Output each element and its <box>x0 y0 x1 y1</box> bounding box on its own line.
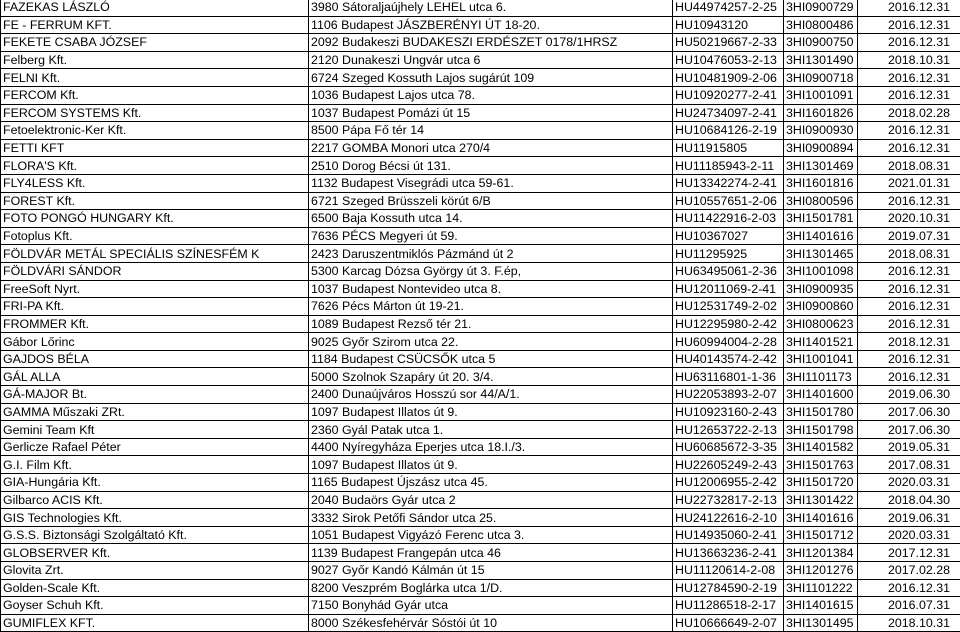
table-row <box>1 0 960 16</box>
permit-id-cell: 3HI1401616 <box>784 227 858 245</box>
permit-id-cell: 3HI0900930 <box>784 122 858 140</box>
expiry-date-cell: 2019.06.30 <box>858 386 960 404</box>
permit-id-cell: 3HI1501720 <box>784 474 858 492</box>
tax-id-cell: HU13342274-2-41 <box>673 174 784 192</box>
company-name-cell: GLOBSERVER Kft. <box>1 544 309 562</box>
address-cell: 1051 Budapest Vigyázó Ferenc utca 3. <box>309 526 673 544</box>
table-row <box>1 210 960 228</box>
expiry-date-cell: 2018.08.31 <box>858 157 960 175</box>
tax-id-cell: HU11286518-2-17 <box>673 597 784 615</box>
table-row <box>1 526 960 544</box>
permit-id-cell: 3HI0800486 <box>784 16 858 34</box>
expiry-date-cell: 2016.12.31 <box>858 139 960 157</box>
permit-id-cell: 3HI0800596 <box>784 192 858 210</box>
company-name-cell: G.I. Film Kft. <box>1 456 309 474</box>
address-cell: 9027 Győr Kandó Kálmán út 15 <box>309 562 673 580</box>
tax-id-cell: HU11422916-2-03 <box>673 210 784 228</box>
address-cell: 1106 Budapest JÁSZBERÉNYI ÚT 18-20. <box>309 16 673 34</box>
tax-id-cell: HU11915805 <box>673 139 784 157</box>
table-row <box>1 86 960 104</box>
tax-id-cell: HU63495061-2-36 <box>673 262 784 280</box>
permit-id-cell: 3HI1401600 <box>784 386 858 404</box>
expiry-date-cell: 2020.10.31 <box>858 210 960 228</box>
permit-id-cell: 3HI0800623 <box>784 315 858 333</box>
address-cell: 4400 Nyíregyháza Eperjes utca 18.I./3. <box>309 438 673 456</box>
table-row <box>1 192 960 210</box>
permit-id-cell: 3HI1401615 <box>784 597 858 615</box>
expiry-date-cell: 2016.12.31 <box>858 86 960 104</box>
address-cell: 2120 Dunakeszi Ungvár utca 6 <box>309 51 673 69</box>
address-cell: 1089 Budapest Rezső tér 21. <box>309 315 673 333</box>
tax-id-cell: HU10557651-2-06 <box>673 192 784 210</box>
company-name-cell: FÖLDVÁR METÁL SPECIÁLIS SZÍNESFÉM K <box>1 245 309 263</box>
table-row <box>1 438 960 456</box>
table-row <box>1 122 960 140</box>
tax-id-cell: HU50219667-2-33 <box>673 34 784 52</box>
company-name-cell: FERCOM SYSTEMS Kft. <box>1 104 309 122</box>
tax-id-cell: HU11295925 <box>673 245 784 263</box>
company-name-cell: FEKETE CSABA JÓZSEF <box>1 34 309 52</box>
company-name-cell: FÖLDVÁRI SÁNDOR <box>1 262 309 280</box>
address-cell: 8000 Székesfehérvár Sóstói út 10 <box>309 614 673 632</box>
permit-id-cell: 3HI1401521 <box>784 333 858 351</box>
permit-id-cell: 3HI0900750 <box>784 34 858 52</box>
expiry-date-cell: 2016.12.31 <box>858 262 960 280</box>
tax-id-cell: HU12011069-2-41 <box>673 280 784 298</box>
tax-id-cell: HU12784590-2-19 <box>673 579 784 597</box>
address-cell: 2510 Dorog Bécsi út 131. <box>309 157 673 175</box>
permit-id-cell: 3HI0900935 <box>784 280 858 298</box>
expiry-date-cell: 2016.12.31 <box>858 579 960 597</box>
expiry-date-cell: 2016.12.31 <box>858 192 960 210</box>
address-cell: 8500 Pápa Fő tér 14 <box>309 122 673 140</box>
expiry-date-cell: 2018.04.30 <box>858 491 960 509</box>
tax-id-cell: HU10684126-2-19 <box>673 122 784 140</box>
company-name-cell: GIS Technologies Kft. <box>1 509 309 527</box>
table-body <box>1 0 960 632</box>
address-cell: 8200 Veszprém Boglárka utca 1/D. <box>309 579 673 597</box>
table-row <box>1 227 960 245</box>
table-row <box>1 368 960 386</box>
expiry-date-cell: 2016.12.31 <box>858 16 960 34</box>
expiry-date-cell: 2016.12.31 <box>858 0 960 16</box>
table-row <box>1 174 960 192</box>
tax-id-cell: HU12653722-2-13 <box>673 421 784 439</box>
expiry-date-cell: 2016.12.31 <box>858 122 960 140</box>
company-name-cell: Fetoelektronic-Ker Kft. <box>1 122 309 140</box>
permit-id-cell: 3HI1501712 <box>784 526 858 544</box>
address-cell: 3332 Sirok Petőfi Sándor utca 25. <box>309 509 673 527</box>
table-row <box>1 51 960 69</box>
table-row <box>1 34 960 52</box>
address-cell: 5000 Szolnok Szapáry út 20. 3/4. <box>309 368 673 386</box>
company-name-cell: Felberg Kft. <box>1 51 309 69</box>
tax-id-cell: HU14935060-2-41 <box>673 526 784 544</box>
tax-id-cell: HU10666649-2-07 <box>673 614 784 632</box>
permit-id-cell: 3HI1201384 <box>784 544 858 562</box>
table-row <box>1 104 960 122</box>
company-name-cell: FROMMER Kft. <box>1 315 309 333</box>
expiry-date-cell: 2019.05.31 <box>858 438 960 456</box>
address-cell: 6500 Baja Kossuth utca 14. <box>309 210 673 228</box>
tax-id-cell: HU12295980-2-42 <box>673 315 784 333</box>
tax-id-cell: HU12531749-2-02 <box>673 298 784 316</box>
company-name-cell: FLORA'S Kft. <box>1 157 309 175</box>
address-cell: 1097 Budapest Illatos út 9. <box>309 403 673 421</box>
table-row <box>1 403 960 421</box>
tax-id-cell: HU10476053-2-13 <box>673 51 784 69</box>
expiry-date-cell: 2018.02.28 <box>858 104 960 122</box>
expiry-date-cell: 2016.12.31 <box>858 315 960 333</box>
company-name-cell: GÁL ALLA <box>1 368 309 386</box>
tax-id-cell: HU13663236-2-41 <box>673 544 784 562</box>
address-cell: 1165 Budapest Újszász utca 45. <box>309 474 673 492</box>
address-cell: 3980 Sátoraljaújhely LEHEL utca 6. <box>309 0 673 16</box>
address-cell: 2400 Dunaújváros Hosszú sor 44/A/1. <box>309 386 673 404</box>
company-name-cell: FOREST Kft. <box>1 192 309 210</box>
tax-id-cell: HU22605249-2-43 <box>673 456 784 474</box>
permit-id-cell: 3HI1401616 <box>784 509 858 527</box>
company-name-cell: Gerlicze Rafael Péter <box>1 438 309 456</box>
expiry-date-cell: 2016.12.31 <box>858 350 960 368</box>
table-row <box>1 139 960 157</box>
company-name-cell: Goyser Schuh Kft. <box>1 597 309 615</box>
permit-id-cell: 3HI1301490 <box>784 51 858 69</box>
tax-id-cell: HU24122616-2-10 <box>673 509 784 527</box>
table-row <box>1 69 960 87</box>
company-name-cell: GÁ-MAJOR Bt. <box>1 386 309 404</box>
tax-id-cell: HU44974257-2-25 <box>673 0 784 16</box>
tax-id-cell: HU63116801-1-36 <box>673 368 784 386</box>
tax-id-cell: HU22053893-2-07 <box>673 386 784 404</box>
address-cell: 1097 Budapest Illatos út 9. <box>309 456 673 474</box>
company-name-cell: FLY4LESS Kft. <box>1 174 309 192</box>
company-name-cell: GAMMA Műszaki ZRt. <box>1 403 309 421</box>
table-row <box>1 386 960 404</box>
table-row <box>1 333 960 351</box>
table-row <box>1 350 960 368</box>
expiry-date-cell: 2016.12.31 <box>858 69 960 87</box>
tax-id-cell: HU10920277-2-41 <box>673 86 784 104</box>
expiry-date-cell: 2017.12.31 <box>858 544 960 562</box>
company-name-cell: GIA-Hungária Kft. <box>1 474 309 492</box>
permit-id-cell: 3HI1001091 <box>784 86 858 104</box>
address-cell: 6724 Szeged Kossuth Lajos sugárút 109 <box>309 69 673 87</box>
tax-id-cell: HU11185943-2-11 <box>673 157 784 175</box>
address-cell: 1139 Budapest Frangepán utca 46 <box>309 544 673 562</box>
expiry-date-cell: 2016.12.31 <box>858 368 960 386</box>
table-row <box>1 245 960 263</box>
expiry-date-cell: 2017.08.31 <box>858 456 960 474</box>
company-name-cell: FE - FERRUM KFT. <box>1 16 309 34</box>
company-name-cell: FELNI Kft. <box>1 69 309 87</box>
tax-id-cell: HU24734097-2-41 <box>673 104 784 122</box>
table-row <box>1 421 960 439</box>
company-name-cell: FERCOM Kft. <box>1 86 309 104</box>
permit-id-cell: 3HI1301495 <box>784 614 858 632</box>
permit-id-cell: 3HI1101222 <box>784 579 858 597</box>
table-row <box>1 544 960 562</box>
permit-id-cell: 3HI0900729 <box>784 0 858 16</box>
permit-id-cell: 3HI1001041 <box>784 350 858 368</box>
address-cell: 1184 Budapest CSÜCSŐK utca 5 <box>309 350 673 368</box>
company-name-cell: Golden-Scale Kft. <box>1 579 309 597</box>
permit-id-cell: 3HI1501780 <box>784 403 858 421</box>
table-row <box>1 456 960 474</box>
permit-id-cell: 3HI1301422 <box>784 491 858 509</box>
address-cell: 7150 Bonyhád Gyár utca <box>309 597 673 615</box>
company-name-cell: G.S.S. Biztonsági Szolgáltató Kft. <box>1 526 309 544</box>
expiry-date-cell: 2018.08.31 <box>858 245 960 263</box>
permit-id-cell: 3HI1301465 <box>784 245 858 263</box>
table-row <box>1 262 960 280</box>
expiry-date-cell: 2019.07.31 <box>858 227 960 245</box>
expiry-date-cell: 2021.01.31 <box>858 174 960 192</box>
company-name-cell: GUMIFLEX KFT. <box>1 614 309 632</box>
expiry-date-cell: 2017.06.30 <box>858 421 960 439</box>
permit-id-cell: 3HI1401582 <box>784 438 858 456</box>
address-cell: 7636 PÉCS Megyeri út 59. <box>309 227 673 245</box>
tax-id-cell: HU10943120 <box>673 16 784 34</box>
expiry-date-cell: 2018.10.31 <box>858 614 960 632</box>
address-cell: 1037 Budapest Nontevideo utca 8. <box>309 280 673 298</box>
address-cell: 7626 Pécs Márton út 19-21. <box>309 298 673 316</box>
table-row <box>1 491 960 509</box>
permit-id-cell: 3HI1501798 <box>784 421 858 439</box>
permit-id-cell: 3HI1001098 <box>784 262 858 280</box>
expiry-date-cell: 2019.06.31 <box>858 509 960 527</box>
company-name-cell: Glovita Zrt. <box>1 562 309 580</box>
table-row <box>1 474 960 492</box>
expiry-date-cell: 2018.12.31 <box>858 333 960 351</box>
expiry-date-cell: 2020.03.31 <box>858 474 960 492</box>
tax-id-cell: HU10367027 <box>673 227 784 245</box>
address-cell: 2040 Budaörs Gyár utca 2 <box>309 491 673 509</box>
table-row <box>1 509 960 527</box>
company-name-cell: FOTO PONGÓ HUNGARY Kft. <box>1 210 309 228</box>
tax-id-cell: HU11120614-2-08 <box>673 562 784 580</box>
tax-id-cell: HU10481909-2-06 <box>673 69 784 87</box>
company-name-cell: Gemini Team Kft <box>1 421 309 439</box>
permit-id-cell: 3HI0900718 <box>784 69 858 87</box>
address-cell: 9025 Győr Szirom utca 22. <box>309 333 673 351</box>
table-row <box>1 298 960 316</box>
address-cell: 1132 Budapest Visegrádi utca 59-61. <box>309 174 673 192</box>
address-cell: 1036 Budapest Lajos utca 78. <box>309 86 673 104</box>
company-name-cell: FreeSoft Nyrt. <box>1 280 309 298</box>
permit-id-cell: 3HI1501763 <box>784 456 858 474</box>
table-row <box>1 315 960 333</box>
permit-id-cell: 3HI1101173 <box>784 368 858 386</box>
expiry-date-cell: 2018.10.31 <box>858 51 960 69</box>
address-cell: 6721 Szeged Brüsszeli körút 6/B <box>309 192 673 210</box>
table-row <box>1 597 960 615</box>
address-cell: 2423 Daruszentmiklós Pázmánd út 2 <box>309 245 673 263</box>
tax-id-cell: HU60685672-3-35 <box>673 438 784 456</box>
permit-id-cell: 3HI1501781 <box>784 210 858 228</box>
expiry-date-cell: 2017.06.30 <box>858 403 960 421</box>
tax-id-cell: HU60994004-2-28 <box>673 333 784 351</box>
permit-id-cell: 3HI0900860 <box>784 298 858 316</box>
permit-id-cell: 3HI1601816 <box>784 174 858 192</box>
tax-id-cell: HU12006955-2-42 <box>673 474 784 492</box>
table-row <box>1 562 960 580</box>
address-cell: 2092 Budakeszi BUDAKESZI ERDÉSZET 0178/1HRSZ <box>309 34 673 52</box>
table-row <box>1 614 960 632</box>
company-name-cell: FAZEKAS LÁSZLÓ <box>1 0 309 16</box>
tax-id-cell: HU40143574-2-42 <box>673 350 784 368</box>
permit-id-cell: 3HI0900894 <box>784 139 858 157</box>
permit-id-cell: 3HI1601826 <box>784 104 858 122</box>
table-row <box>1 16 960 34</box>
company-name-cell: Gábor Lőrinc <box>1 333 309 351</box>
tax-id-cell: HU10923160-2-43 <box>673 403 784 421</box>
company-name-cell: FETTI KFT <box>1 139 309 157</box>
permit-id-cell: 3HI1201276 <box>784 562 858 580</box>
expiry-date-cell: 2017.02.28 <box>858 562 960 580</box>
table-row <box>1 579 960 597</box>
table-row <box>1 280 960 298</box>
address-cell: 2360 Gyál Patak utca 1. <box>309 421 673 439</box>
company-name-cell: Fotoplus Kft. <box>1 227 309 245</box>
address-cell: 5300 Karcag Dózsa György út 3. F.ép, <box>309 262 673 280</box>
company-name-cell: GAJDOS BÉLA <box>1 350 309 368</box>
address-cell: 1037 Budapest Pomázi út 15 <box>309 104 673 122</box>
expiry-date-cell: 2020.03.31 <box>858 526 960 544</box>
company-name-cell: Gilbarco ACIS Kft. <box>1 491 309 509</box>
expiry-date-cell: 2016.12.31 <box>858 280 960 298</box>
expiry-date-cell: 2016.12.31 <box>858 34 960 52</box>
address-cell: 2217 GOMBA Monori utca 270/4 <box>309 139 673 157</box>
expiry-date-cell: 2016.07.31 <box>858 597 960 615</box>
table-row <box>1 157 960 175</box>
permit-id-cell: 3HI1301469 <box>784 157 858 175</box>
tax-id-cell: HU22732817-2-13 <box>673 491 784 509</box>
expiry-date-cell: 2016.12.31 <box>858 298 960 316</box>
company-name-cell: FRI-PA Kft. <box>1 298 309 316</box>
